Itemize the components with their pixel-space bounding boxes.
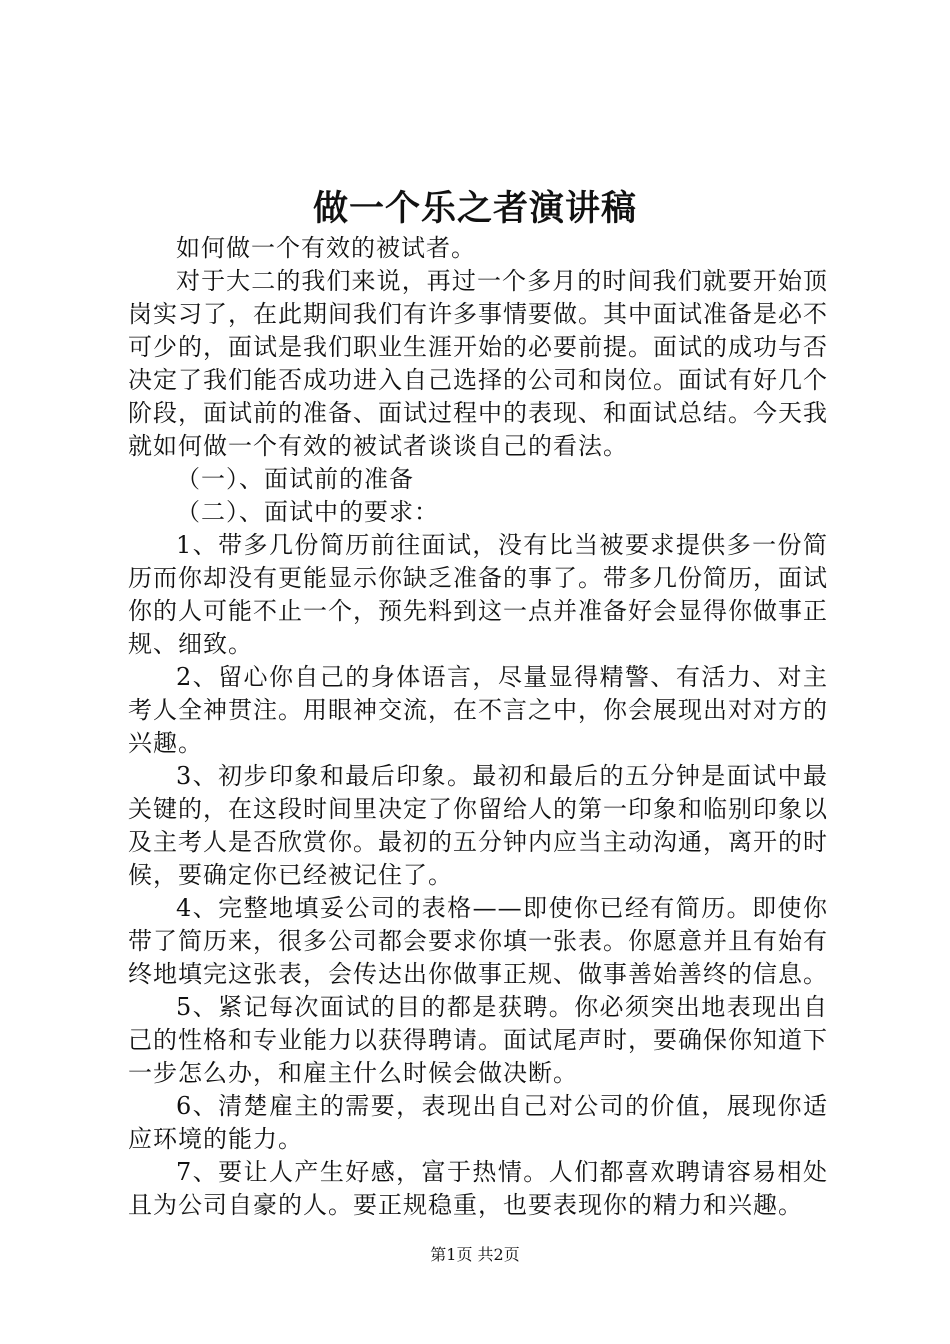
paragraph: 7、要让人产生好感，富于热情。人们都喜欢聘请容易相处且为公司自豪的人。要正规稳重，也要表现你的精力和兴趣。 <box>128 1158 828 1219</box>
page-footer: 第1页 共2页 <box>430 1245 520 1264</box>
paragraph: （二）、面试中的要求： <box>176 498 439 526</box>
paragraph: 3、初步印象和最后印象。最初和最后的五分钟是面试中最关键的，在这段时间里决定了你留给人的第一印象和临别印象以及主考人是否欣赏你。最初的五分钟内应当主动沟通，离开的时候，要确定你已经被记住了。 <box>128 762 828 889</box>
paragraph: 2、留心你自己的身体语言，尽量显得精警、有活力、对主考人全神贯注。用眼神交流，在不言之中，你会展现出对对方的兴趣。 <box>128 663 828 757</box>
paragraph: 1、带多几份简历前往面试，没有比当被要求提供多一份简历而你却没有更能显示你缺乏准备的事了。带多几份简历，面试你的人可能不止一个，预先料到这一点并准备好会显得你做事正规、细致。 <box>128 531 828 658</box>
paragraph: （一）、面试前的准备 <box>176 465 414 493</box>
document-title: 做一个乐之者演讲稿 <box>312 188 637 229</box>
paragraph: 4、完整地填妥公司的表格——即使你已经有简历。即使你带了简历来，很多公司都会要求你填一张表。你愿意并且有始有终地填完这张表，会传达出你做事正规、做事善始善终的信息。 <box>128 894 828 988</box>
paragraph: 对于大二的我们来说，再过一个多月的时间我们就要开始顶岗实习了，在此期间我们有许多事情要做。其中面试准备是必不可少的，面试是我们职业生涯开始的必要前提。面试的成功与否决定了我们能否成功进入自己选择的公司和岗位。面试有好几个阶段，面试前的准备、面试过程中的表现、和面试总结。今天我就如何做一个有效的被试者谈谈自己的看法。 <box>128 267 828 460</box>
document-body <box>128 232 828 1222</box>
paragraph: 5、紧记每次面试的目的都是获聘。你必须突出地表现出自己的性格和专业能力以获得聘请。面试尾声时，要确保你知道下一步怎么办，和雇主什么时候会做决断。 <box>128 993 828 1087</box>
paragraph: 如何做一个有效的被试者。 <box>176 234 476 262</box>
paragraph: 6、清楚雇主的需要，表现出自己对公司的价值，展现你适应环境的能力。 <box>128 1092 828 1153</box>
